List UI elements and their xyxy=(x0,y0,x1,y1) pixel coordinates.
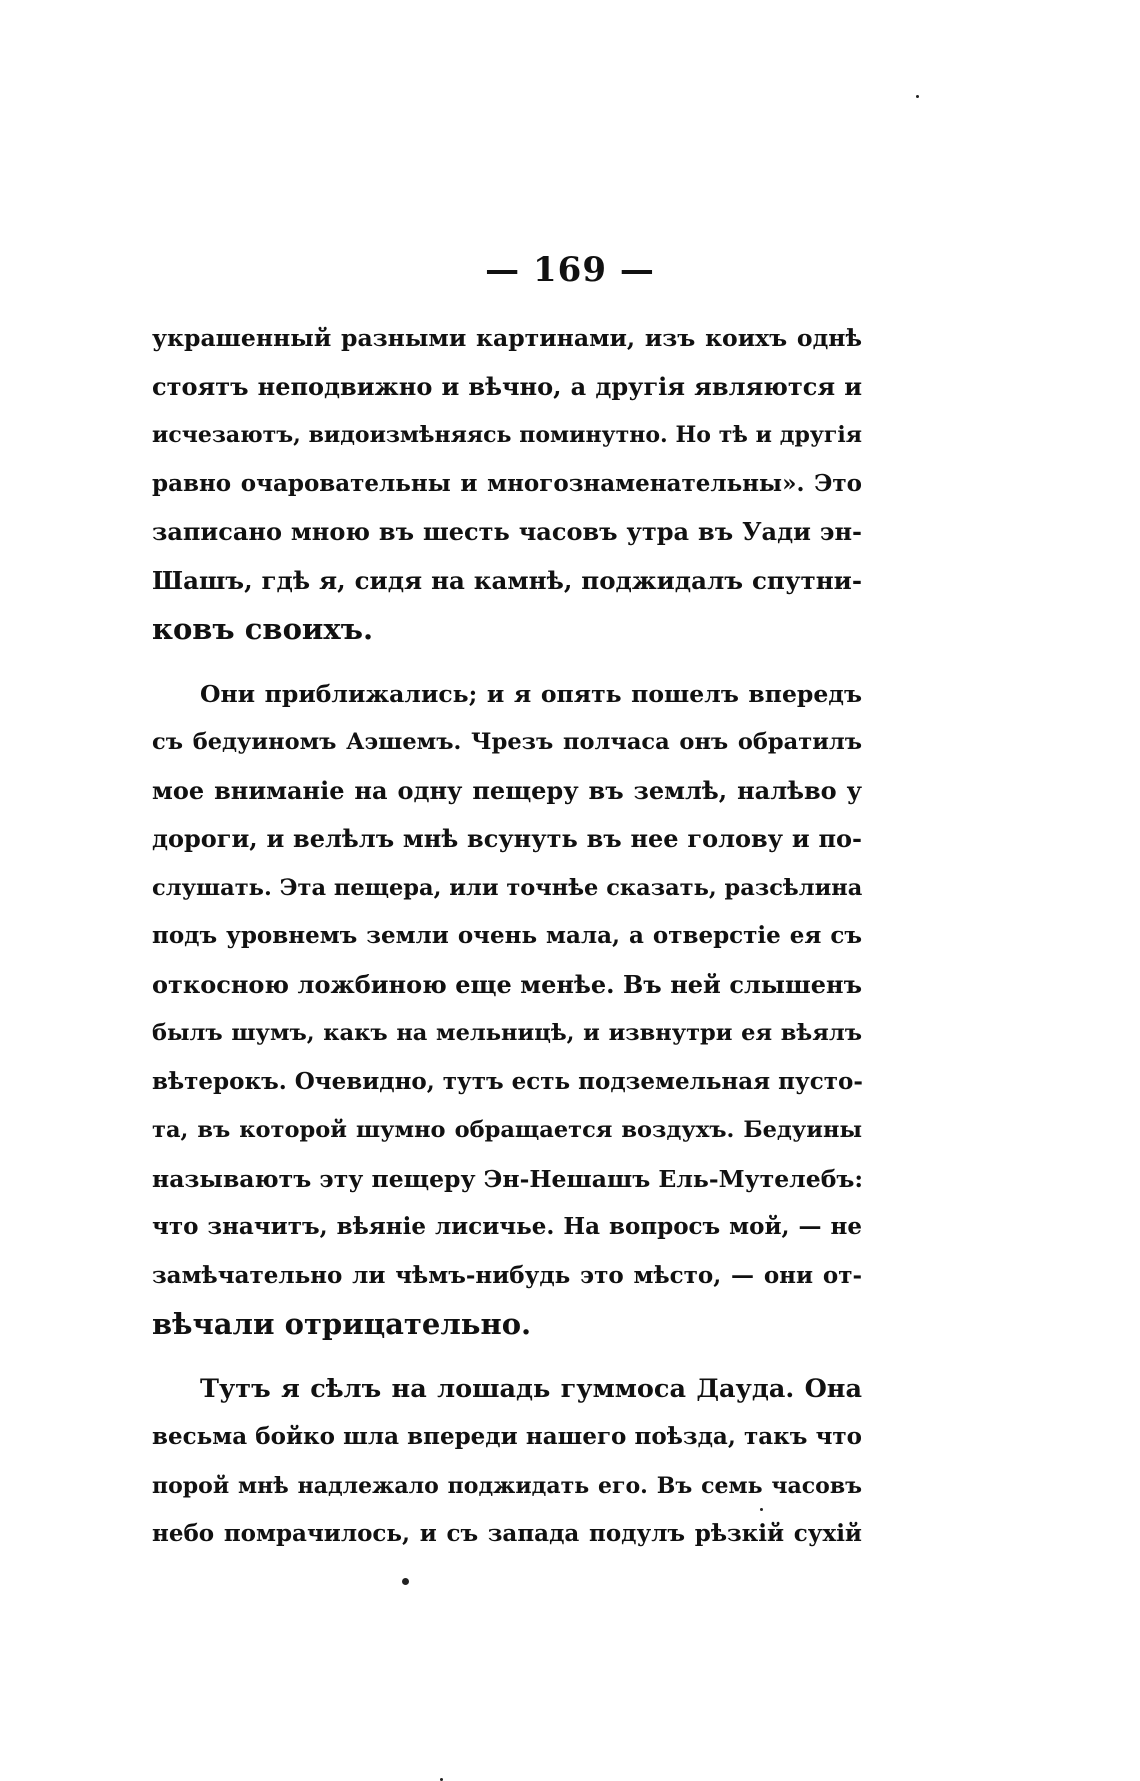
paragraph-2 xyxy=(152,670,862,1349)
text-line: былъ шумъ, какъ на мельницѣ, и извнутри ея вѣялъ xyxy=(152,1020,862,1046)
text-line: украшенный разными картинами, изъ коихъ однѣ xyxy=(152,324,862,352)
text-line: съ бедуиномъ Аэшемъ. Чрезъ полчаса онъ обратилъ xyxy=(152,729,862,755)
text-line: слушать. Эта пещера, или точнѣе сказать, разсѣлина xyxy=(152,874,863,901)
page-number: — 169 — xyxy=(485,250,655,290)
text-line: исчезаютъ, видоизмѣняясь поминутно. Но тѣ и другія xyxy=(152,422,862,448)
text-line: Шашъ, гдѣ я, сидя на камнѣ, поджидалъ спутни- xyxy=(152,565,862,595)
scan-speck xyxy=(916,95,919,98)
body-text xyxy=(152,314,862,1559)
text-line: небо помрачилось, и съ запада подулъ рѣзкій сухій xyxy=(152,1520,862,1547)
text-line: ковъ своихъ. xyxy=(152,612,374,646)
paragraph-1 xyxy=(152,314,862,654)
text-line: подъ уровнемъ земли очень мала, а отверстіе ея съ xyxy=(152,922,862,949)
text-line: Тутъ я сѣлъ на лошадь гуммоса Дауда. Она xyxy=(200,1373,862,1404)
text-line: равно очаровательны и многознаменательны». Это xyxy=(152,469,862,497)
text-line: называютъ эту пещеру Эн-Нешашъ Ель-Мутелебъ: xyxy=(152,1164,864,1193)
text-line: стоятъ неподвижно и вѣчно, а другія являются и xyxy=(152,371,862,401)
text-line: дороги, и велѣлъ мнѣ всунуть въ нее голову и по- xyxy=(152,824,862,853)
text-line: откосною ложбиною еще менѣе. Въ ней слышенъ xyxy=(152,969,862,999)
scan-speck xyxy=(402,1578,409,1585)
text-line: что значитъ, вѣяніе лисичье. На вопросъ мой, — не xyxy=(152,1213,862,1240)
text-line: порой мнѣ надлежало поджидать его. Въ семь часовъ xyxy=(152,1472,862,1499)
text-line: весьма бойко шла впереди нашего поѣзда, такъ что xyxy=(152,1423,862,1450)
text-line: Они приближались; и я опять пошелъ впередъ xyxy=(200,679,862,708)
text-line: вѣчали отрицательно. xyxy=(152,1307,532,1341)
text-line: та, въ которой шумно обращается воздухъ. Бедуины xyxy=(152,1117,862,1143)
scan-speck xyxy=(760,1508,763,1511)
text-line: записано мною въ шесть часовъ утра въ Уади эн- xyxy=(152,517,862,546)
paragraph-3 xyxy=(152,1365,862,1559)
text-line: мое вниманіе на одну пещеру въ землѣ, налѣво у xyxy=(152,775,862,805)
text-line: замѣчательно ли чѣмъ-нибудь это мѣсто, — они от- xyxy=(152,1261,862,1289)
text-line: вѣтерокъ. Очевидно, тутъ есть подземельная пусто- xyxy=(152,1067,863,1095)
